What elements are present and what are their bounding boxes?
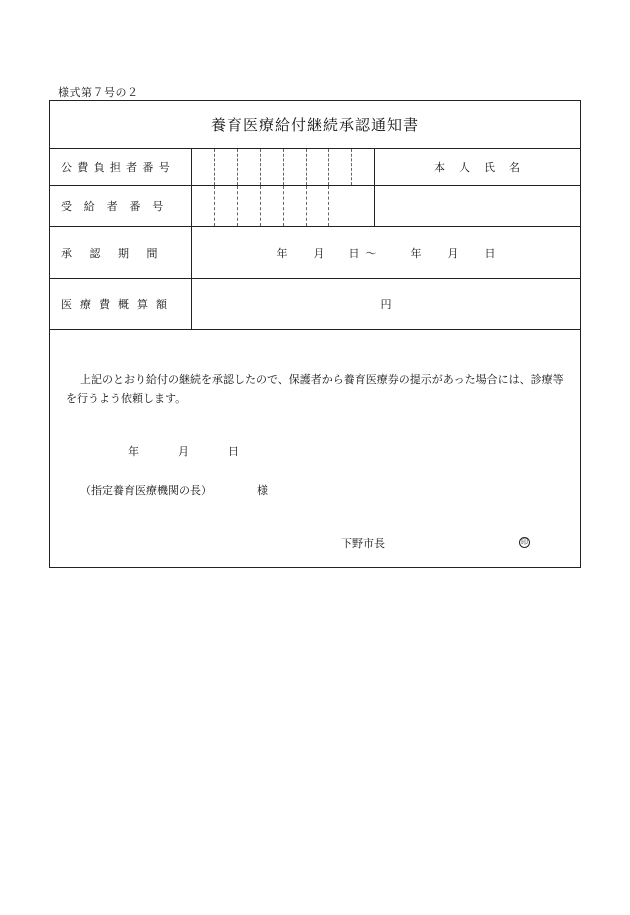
digit-cell[interactable]: [214, 149, 238, 185]
row-recipient-number: [50, 186, 580, 227]
period-year-end: 年: [410, 246, 422, 260]
row-estimated-cost: [50, 279, 580, 330]
digit-cell[interactable]: [328, 186, 375, 226]
estimated-cost-text: [61, 296, 175, 312]
label-char: 期: [118, 246, 129, 260]
label-char: 承: [61, 246, 72, 260]
label-char: 番: [129, 200, 141, 213]
digit-cell[interactable]: [214, 186, 238, 226]
seal-mark: 印: [521, 538, 528, 546]
digit-cell[interactable]: [237, 149, 261, 185]
row-public-payer-number: [50, 149, 580, 186]
date-month: 月: [178, 445, 189, 458]
digit-cell[interactable]: [283, 186, 307, 226]
honorific: 様: [257, 484, 268, 497]
label-char: 間: [146, 246, 158, 260]
recipient-number-digits[interactable]: [192, 186, 374, 226]
public-payer-number-digits[interactable]: [192, 149, 374, 185]
row-approval-period: [50, 227, 580, 279]
patient-name-label: 本人氏名: [434, 161, 534, 174]
approval-period-label: [50, 227, 192, 278]
digit-cell[interactable]: [192, 149, 215, 185]
label-char: 負: [93, 161, 105, 174]
public-payer-number-label: [50, 149, 192, 185]
estimated-cost-label: [50, 279, 192, 329]
notice-body: [50, 330, 580, 567]
approval-period-text: [61, 245, 175, 261]
period-month-end: 月: [447, 246, 459, 260]
label-char: 号: [152, 200, 164, 213]
label-char: 番: [142, 161, 154, 174]
date-year: 年: [128, 445, 139, 458]
digit-cell[interactable]: [351, 149, 375, 185]
document-title: 養育医療給付継続承認通知書: [50, 101, 580, 149]
period-day: 日: [348, 246, 360, 260]
period-tilde: ～: [365, 246, 377, 260]
issuer: 下野市長: [341, 537, 385, 550]
label-char: 公: [61, 161, 72, 174]
label-char: 受: [61, 200, 72, 213]
label-char: 概: [118, 298, 129, 311]
yen-unit: 円: [380, 298, 392, 311]
label-char: 費: [99, 298, 110, 311]
recipient-number-label: [50, 186, 192, 226]
label-char: 号: [158, 161, 170, 174]
label-char: 者: [126, 161, 138, 174]
label-char: 療: [80, 298, 91, 311]
label-char: 算: [137, 298, 148, 311]
estimated-cost-value[interactable]: [192, 279, 580, 329]
digit-cell[interactable]: [260, 149, 284, 185]
digit-cell[interactable]: [306, 186, 329, 226]
recipient-number-text: [61, 198, 175, 214]
issue-date[interactable]: [128, 443, 239, 459]
digit-cell[interactable]: [237, 186, 261, 226]
digit-cell[interactable]: [192, 186, 215, 226]
notice-text: 上記のとおり給付の継続を承認したので、保護者から養育医療券の提示があった場合には、診療等を行うよう依頼します。: [66, 373, 564, 405]
date-day: 日: [228, 445, 239, 458]
digit-cell[interactable]: [260, 186, 284, 226]
label-char: 給: [83, 200, 95, 213]
label-char: 医: [61, 298, 72, 311]
digit-cell[interactable]: [328, 149, 352, 185]
digit-cell[interactable]: [306, 149, 329, 185]
label-char: 額: [156, 298, 167, 311]
label-char: 担: [109, 161, 121, 174]
addressee: （指定養育医療機関の長）: [80, 484, 212, 497]
label-char: 認: [89, 246, 101, 260]
digit-cell[interactable]: [283, 149, 307, 185]
period-month: 月: [313, 246, 325, 260]
approval-period-value[interactable]: [192, 227, 580, 278]
period-year: 年: [276, 246, 288, 260]
period-day-end: 日: [484, 246, 496, 260]
public-payer-number-text: [61, 159, 175, 175]
label-char: 費: [77, 161, 89, 174]
form-number: 様式第７号の２: [58, 86, 139, 99]
notice-form: [49, 100, 581, 568]
label-char: 者: [106, 200, 118, 213]
